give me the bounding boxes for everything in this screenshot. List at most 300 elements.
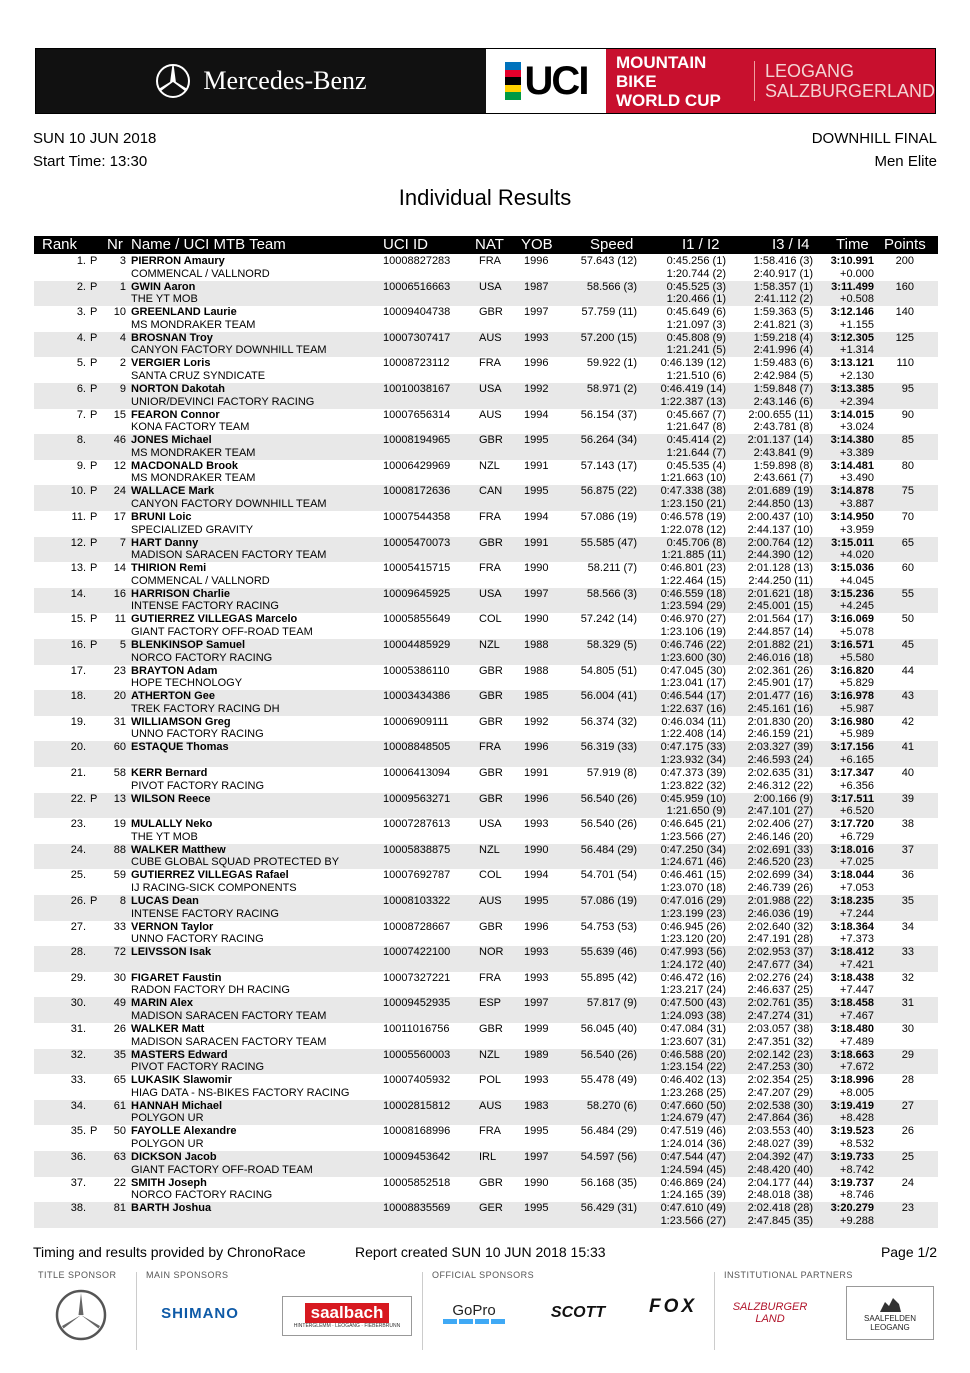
- cell-i1: 0:47.373 (39): [660, 767, 726, 779]
- cell-i2: 1:23.217 (24): [660, 984, 726, 997]
- salzburger-land-logo: SALZBURGER LAND: [732, 1301, 808, 1325]
- cell-yob: 1995: [524, 434, 549, 447]
- cell-team: COMMENCAL / VALLNORD: [131, 574, 270, 587]
- cell-name: WALKER Matt: [131, 1023, 205, 1035]
- cell-pts: 30: [901, 1023, 914, 1035]
- cell-gap: +4.045: [840, 574, 874, 587]
- cell-rank: 27.: [70, 920, 86, 933]
- cell-i2: 1:23.566 (27): [660, 830, 726, 843]
- cell-nr: 23: [113, 664, 126, 677]
- cell-nat: ESP: [479, 997, 502, 1010]
- cell-i1: 0:46.945 (26): [660, 920, 726, 933]
- cell-uci: 10005852518: [383, 1176, 451, 1189]
- cell-speed: 57.143 (17): [580, 459, 637, 472]
- cell-yob: 1992: [524, 715, 549, 728]
- cell-team: UNIOR/DEVINCI FACTORY RACING: [131, 395, 315, 408]
- cell-team: UNNO FACTORY RACING: [131, 933, 264, 946]
- cell-rank: 15.: [70, 613, 86, 626]
- cell-uci: 10007327221: [383, 971, 451, 984]
- cell-i3: 2:03.057 (38): [747, 1023, 813, 1035]
- table-row: [34, 665, 938, 691]
- cell-team: CANYON FACTORY DOWNHILL TEAM: [131, 497, 327, 510]
- cell-nr: 46: [113, 434, 126, 447]
- mercedes-banner: [36, 49, 486, 113]
- cell-i4: 2:47.191 (28): [747, 933, 813, 946]
- cell-rank: 4.: [76, 331, 86, 344]
- cell-speed: 54.701 (54): [580, 869, 637, 882]
- cell-i3: 2:02.538 (30): [747, 1099, 813, 1112]
- cell-i3: 1:59.483 (6): [753, 357, 813, 370]
- cell-i2: 1:22.464 (15): [660, 574, 726, 587]
- cell-i4: 2:46.016 (18): [747, 651, 813, 664]
- table-row: [34, 1202, 938, 1228]
- cell-uci: 10008827283: [383, 255, 451, 267]
- table-row: [34, 511, 938, 537]
- cell-rank: 20.: [70, 741, 86, 754]
- cell-yob: 1996: [524, 357, 549, 370]
- cell-nat: FRA: [479, 741, 501, 754]
- cell-pts: 41: [901, 741, 914, 754]
- cell-i1: 0:47.016 (29): [660, 895, 726, 907]
- table-row: [34, 562, 938, 588]
- cell-nr: 16: [113, 587, 126, 600]
- shimano-logo: SHIMANO: [161, 1304, 239, 1322]
- table-row: [34, 921, 938, 947]
- cell-time: 3:17.511: [831, 792, 874, 805]
- cell-i4: 2:44.390 (12): [747, 549, 813, 562]
- cell-rank: 21.: [70, 767, 86, 779]
- cell-i1: 0:45.959 (10): [660, 792, 726, 805]
- fox-logo: FOX: [648, 1296, 698, 1317]
- venue-line-1: LEOGANG: [764, 61, 854, 81]
- cell-speed: 57.919 (8): [586, 767, 637, 779]
- cell-i3: 2:00.655 (11): [748, 408, 813, 421]
- col-points: Points: [884, 236, 926, 253]
- cell-speed: 58.270 (6): [586, 1099, 637, 1112]
- cell-uci: 10005415715: [383, 562, 451, 575]
- cell-rank: 3.: [76, 306, 86, 319]
- cell-rank: 10.: [70, 485, 86, 498]
- category: Men Elite: [874, 153, 937, 170]
- cell-yob: 1997: [524, 587, 549, 600]
- cell-i3: 2:02.276 (24): [747, 971, 813, 984]
- col-i1-i2: I1 / I2: [682, 236, 720, 253]
- cell-name: BRAYTON Adam: [131, 664, 218, 677]
- table-row: [34, 588, 938, 614]
- cell-time: 3:14.878: [830, 485, 874, 498]
- cell-team: THE YT MOB: [131, 293, 198, 306]
- cell-i3: 2:00.166 (9): [753, 792, 813, 805]
- cell-yob: 1995: [524, 1125, 549, 1138]
- cell-rank: 25.: [70, 869, 86, 882]
- cell-team: POLYGON UR: [131, 1137, 204, 1150]
- cell-i1: 0:47.500 (43): [660, 997, 726, 1010]
- cell-uci: 10008835569: [383, 1202, 451, 1215]
- cell-uci: 10006429969: [383, 459, 451, 472]
- cell-i1: 0:47.660 (50): [660, 1099, 726, 1112]
- cell-time: 3:15.011: [831, 536, 874, 549]
- cell-yob: 1990: [524, 843, 549, 856]
- cell-pts: 55: [901, 587, 914, 600]
- cell-i2: 1:23.041 (17): [660, 677, 726, 690]
- cell-i1: 0:46.419 (14): [660, 383, 726, 395]
- cell-time: 3:13.385: [830, 383, 874, 395]
- cell-nr: 63: [113, 1151, 126, 1163]
- cell-pts: 26: [901, 1125, 914, 1138]
- cell-pts: 29: [901, 1048, 914, 1061]
- cell-i1: 0:46.588 (20): [660, 1048, 726, 1061]
- cell-gap: +7.467: [840, 1009, 874, 1022]
- cell-p: P: [90, 511, 98, 523]
- cell-nat: GBR: [479, 792, 503, 805]
- cell-i4: 2:45.001 (15): [747, 600, 813, 613]
- cell-i2: 1:23.822 (32): [660, 779, 726, 792]
- cell-i2: 1:23.199 (23): [660, 907, 726, 920]
- cell-i4: 2:43.146 (6): [753, 395, 813, 408]
- cell-nat: FRA: [479, 1125, 501, 1138]
- cell-yob: 1994: [524, 511, 549, 523]
- cell-team: INTENSE FACTORY RACING: [131, 907, 279, 920]
- cell-nr: 60: [113, 741, 126, 754]
- cell-i3: 2:04.177 (44): [747, 1176, 813, 1189]
- mercedes-star-icon: [54, 1288, 108, 1342]
- cell-uci: 10009404738: [383, 306, 451, 319]
- table-row: [34, 1177, 938, 1203]
- cell-rank: 13.: [70, 562, 86, 575]
- cell-nat: USA: [479, 587, 502, 600]
- cell-nat: NZL: [479, 843, 500, 856]
- cell-speed: 58.566 (3): [586, 587, 637, 600]
- cell-gap: +8.746: [840, 1189, 874, 1202]
- cell-i2: 1:23.268 (25): [660, 1086, 726, 1099]
- cell-i2: 1:21.885 (11): [661, 549, 726, 562]
- series-line-2: WORLD CUP: [616, 90, 721, 110]
- cell-speed: 58.329 (5): [586, 639, 637, 651]
- cell-i2: 1:24.594 (45): [660, 1163, 726, 1176]
- cell-i3: 2:02.635 (31): [747, 767, 813, 779]
- cell-gap: +3.490: [840, 472, 874, 485]
- cell-i3: 2:01.882 (21): [747, 639, 813, 651]
- cell-time: 3:18.996: [830, 1074, 874, 1087]
- cell-p: P: [90, 357, 98, 370]
- cell-speed: 55.585 (47): [580, 536, 637, 549]
- cell-p: P: [90, 255, 98, 267]
- cell-time: 3:19.737: [830, 1176, 874, 1189]
- cell-i3: 1:59.898 (8): [753, 459, 813, 472]
- cell-i1: 0:46.544 (17): [660, 690, 726, 703]
- cell-yob: 1988: [524, 664, 549, 677]
- cell-speed: 56.875 (22): [580, 485, 637, 498]
- cell-yob: 1996: [524, 255, 549, 267]
- cell-name: FAYOLLE Alexandre: [131, 1125, 237, 1138]
- uci-stripes-icon: [505, 62, 521, 100]
- cell-i1: 0:47.084 (31): [660, 1023, 726, 1035]
- cell-nat: GBR: [479, 920, 503, 933]
- cell-name: MACDONALD Brook: [131, 459, 238, 472]
- table-row: [34, 1049, 938, 1075]
- cell-pts: 42: [901, 715, 914, 728]
- cell-time: 3:10.991: [830, 255, 874, 267]
- cell-i4: 2:47.677 (34): [747, 958, 813, 971]
- cell-gap: +5.987: [840, 702, 874, 715]
- cell-i3: 1:59.218 (4): [753, 331, 813, 344]
- cell-name: BARTH Joshua: [131, 1202, 212, 1215]
- cell-i1: 0:46.578 (19): [660, 511, 726, 523]
- cell-name: WILLIAMSON Greg: [131, 715, 231, 728]
- cell-i4: 2:46.146 (20): [747, 830, 813, 843]
- gopro-text: GoPro: [452, 1302, 496, 1319]
- cell-i3: 2:02.418 (28): [747, 1202, 813, 1215]
- venue-line-2: SALZBURGERLAND: [764, 81, 935, 101]
- cell-time: 3:18.364: [830, 920, 874, 933]
- cell-nat: AUS: [479, 1099, 502, 1112]
- cell-name: FIGARET Faustin: [131, 971, 222, 984]
- cell-yob: 1993: [524, 818, 549, 831]
- cell-team: THE YT MOB: [131, 830, 198, 843]
- cell-i1: 0:47.250 (34): [660, 843, 726, 856]
- cell-rank: 9.: [76, 459, 86, 472]
- cell-gap: +6.520: [840, 805, 874, 818]
- cell-uci: 10005855649: [383, 613, 451, 626]
- cell-gap: +8.428: [840, 1112, 874, 1125]
- cell-rank: 2.: [76, 280, 86, 293]
- cell-i3: 1:58.357 (1): [753, 280, 813, 293]
- cell-gap: +4.020: [840, 549, 874, 562]
- cell-speed: 56.374 (32): [580, 715, 637, 728]
- cell-nat: AUS: [479, 408, 502, 421]
- cell-nat: FRA: [479, 971, 501, 984]
- col-rank: Rank: [42, 236, 78, 253]
- cell-yob: 1991: [524, 536, 549, 549]
- cell-uci: 10009452935: [383, 997, 451, 1010]
- cell-speed: 56.540 (26): [580, 818, 637, 831]
- cell-team: GIANT FACTORY OFF-ROAD TEAM: [131, 625, 313, 638]
- cell-pts: 24: [901, 1176, 914, 1189]
- cell-yob: 1997: [524, 1151, 549, 1163]
- table-row: [34, 281, 938, 307]
- cell-i2: 1:24.014 (36): [660, 1137, 726, 1150]
- cell-speed: 57.643 (12): [580, 255, 637, 267]
- table-row: [34, 434, 938, 460]
- cell-name: LUKASIK Slawomir: [131, 1074, 232, 1087]
- cell-time: 3:14.481: [830, 459, 874, 472]
- cell-uci: 10008723112: [383, 357, 450, 370]
- cell-time: 3:13.121: [830, 357, 874, 370]
- cell-i2: 1:20.466 (1): [666, 293, 726, 306]
- cell-i4: 2:46.637 (25): [747, 984, 813, 997]
- cell-i2: 1:21.097 (3): [666, 318, 726, 331]
- table-row: [34, 255, 938, 281]
- table-row: [34, 997, 938, 1023]
- table-row: [34, 639, 938, 665]
- cell-rank: 6.: [76, 383, 86, 395]
- cell-nr: 11: [114, 613, 126, 626]
- cell-gap: +2.394: [840, 395, 874, 408]
- cell-yob: 1995: [524, 485, 549, 498]
- cell-speed: 56.154 (37): [580, 408, 637, 421]
- table-row: [34, 895, 938, 921]
- cell-nr: 5: [119, 639, 126, 651]
- cell-speed: 57.200 (15): [580, 331, 637, 344]
- cell-i2: 1:21.647 (8): [666, 421, 726, 434]
- col-yob: YOB: [521, 236, 553, 253]
- cell-pts: 39: [901, 792, 914, 805]
- cell-gap: +7.373: [840, 933, 874, 946]
- cell-gap: +5.078: [840, 625, 874, 638]
- cell-i4: 2:47.845 (35): [747, 1214, 813, 1227]
- cell-time: 3:18.458: [830, 997, 874, 1010]
- cell-name: BROSNAN Troy: [131, 331, 213, 344]
- cell-name: JONES Michael: [131, 434, 212, 447]
- cell-nr: 33: [113, 920, 126, 933]
- cell-rank: 29.: [70, 971, 86, 984]
- cell-i4: 2:48.420 (40): [747, 1163, 813, 1176]
- cell-i1: 0:46.869 (24): [660, 1176, 726, 1189]
- cell-i2: 1:20.744 (2): [666, 267, 726, 280]
- cell-i1: 0:46.645 (21): [660, 818, 726, 831]
- cell-uci: 10008848505: [383, 741, 451, 754]
- cell-nr: 26: [113, 1023, 126, 1035]
- cell-i1: 0:46.970 (27): [660, 613, 726, 626]
- cell-i1: 0:47.544 (47): [660, 1151, 726, 1163]
- col-nat: NAT: [475, 236, 504, 253]
- cell-i2: 1:23.154 (22): [660, 1061, 726, 1074]
- cell-yob: 1997: [524, 997, 549, 1010]
- table-row: [34, 613, 938, 639]
- cell-pts: 31: [901, 997, 914, 1010]
- cell-team: UNNO FACTORY RACING: [131, 728, 264, 741]
- cell-pts: 160: [895, 280, 914, 293]
- cell-i3: 2:00.764 (12): [747, 536, 813, 549]
- main-sponsors-label: MAIN SPONSORS: [146, 1270, 229, 1280]
- cell-pts: 75: [901, 485, 914, 498]
- cell-i3: 1:59.848 (7): [753, 383, 813, 395]
- cell-time: 3:17.347: [830, 767, 874, 779]
- saalbach-text: saalbach: [305, 1303, 390, 1323]
- table-row: [34, 946, 938, 972]
- cell-i4: 2:45.901 (17): [747, 677, 813, 690]
- gopro-squares-icon: [443, 1319, 505, 1324]
- cell-i4: 2:47.351 (32): [747, 1035, 813, 1048]
- cell-pts: 90: [901, 408, 914, 421]
- cell-i2: 1:24.671 (46): [660, 856, 726, 869]
- cell-i1: 0:46.402 (13): [660, 1074, 726, 1087]
- cell-i4: 2:47.253 (30): [747, 1061, 813, 1074]
- cell-gap: +3.959: [840, 523, 874, 536]
- uci-text: UCI: [524, 58, 588, 103]
- cell-team: RADON FACTORY DH RACING: [131, 984, 290, 997]
- cell-yob: 1993: [524, 1074, 549, 1087]
- cell-name: DICKSON Jacob: [131, 1151, 217, 1163]
- table-row: [34, 767, 938, 793]
- cell-nat: GBR: [479, 306, 503, 319]
- cell-name: MARIN Alex: [131, 997, 193, 1010]
- cell-team: NORCO FACTORY RACING: [131, 651, 273, 664]
- cell-team: SPECIALIZED GRAVITY: [131, 523, 254, 536]
- table-header: [34, 236, 938, 254]
- cell-uci: 10006413094: [383, 767, 451, 779]
- cell-i2: 1:24.165 (39): [660, 1189, 726, 1202]
- cell-pts: 45: [901, 639, 914, 651]
- cell-yob: 1995: [524, 1202, 549, 1215]
- cell-team: INTENSE FACTORY RACING: [131, 600, 279, 613]
- cell-i4: 2:47.101 (27): [747, 805, 813, 818]
- cell-speed: 56.045 (40): [580, 1023, 637, 1035]
- cell-speed: 54.805 (51): [580, 664, 637, 677]
- cell-time: 3:14.380: [830, 434, 874, 447]
- cell-name: KERR Bernard: [131, 767, 208, 779]
- cell-i1: 0:45.667 (7): [666, 408, 726, 421]
- cell-rank: 14.: [70, 587, 86, 600]
- series-line-1: MOUNTAIN BIKE: [616, 52, 707, 91]
- cell-pts: 34: [901, 920, 914, 933]
- cell-nr: 15: [113, 408, 126, 421]
- cell-p: P: [90, 639, 98, 651]
- table-row: [34, 716, 938, 742]
- cell-i2: 1:23.106 (19): [660, 625, 726, 638]
- cell-uci: 10011016756: [383, 1023, 450, 1035]
- cell-nr: 3: [119, 255, 126, 267]
- cell-uci: 10007656314: [383, 408, 451, 421]
- cell-pts: 25: [901, 1151, 914, 1163]
- cell-nat: GBR: [479, 690, 503, 703]
- cell-uci: 10005470073: [383, 536, 451, 549]
- cell-i3: 2:01.689 (19): [747, 485, 813, 498]
- cell-pts: 80: [901, 459, 914, 472]
- cell-uci: 10009645925: [383, 587, 451, 600]
- cell-nr: 49: [113, 997, 126, 1010]
- cell-i2: 1:22.408 (14): [660, 728, 726, 741]
- cell-i3: 2:03.553 (40): [747, 1125, 813, 1138]
- cell-uci: 10002815812: [383, 1099, 451, 1112]
- cell-i3: 2:02.761 (35): [747, 997, 813, 1010]
- cell-team: CUBE GLOBAL SQUAD PROTECTED BY: [131, 856, 340, 869]
- cell-name: FEARON Connor: [131, 408, 220, 421]
- cell-i4: 2:47.864 (36): [747, 1112, 813, 1125]
- cell-pts: 200: [895, 255, 914, 267]
- cell-pts: 50: [901, 613, 914, 626]
- cell-yob: 1993: [524, 971, 549, 984]
- cell-time: 3:16.069: [830, 613, 874, 626]
- cell-uci: 10007405932: [383, 1074, 451, 1087]
- cell-rank: 30.: [70, 997, 86, 1010]
- cell-i3: 2:02.953 (37): [747, 946, 813, 959]
- report-created: Report created SUN 10 JUN 2018 15:33: [355, 1244, 606, 1260]
- cell-speed: 55.639 (46): [580, 946, 637, 959]
- cell-nr: 7: [119, 536, 126, 549]
- cell-p: P: [90, 536, 98, 549]
- cell-p: P: [90, 562, 98, 575]
- cell-speed: 57.817 (9): [586, 997, 637, 1010]
- cell-i4: 2:46.739 (26): [747, 881, 813, 894]
- cell-i2: 1:23.600 (30): [660, 651, 726, 664]
- col-speed: Speed: [590, 236, 634, 253]
- cell-p: P: [90, 895, 98, 907]
- cell-gap: +5.989: [840, 728, 874, 741]
- header-banner: [35, 48, 936, 114]
- cell-rank: 11.: [71, 511, 86, 523]
- cell-i3: 2:02.699 (34): [747, 869, 813, 882]
- cell-i1: 0:45.649 (6): [666, 306, 726, 319]
- cell-name: HART Danny: [131, 536, 199, 549]
- cell-i2: 1:23.566 (27): [660, 1214, 726, 1227]
- cell-pts: 44: [901, 664, 914, 677]
- title-sponsor-label: TITLE SPONSOR: [38, 1270, 117, 1280]
- cell-time: 3:17.720: [830, 818, 874, 831]
- cell-team: MS MONDRAKER TEAM: [131, 472, 256, 485]
- cell-i4: 2:42.984 (5): [753, 369, 813, 382]
- cell-nr: 22: [113, 1176, 126, 1189]
